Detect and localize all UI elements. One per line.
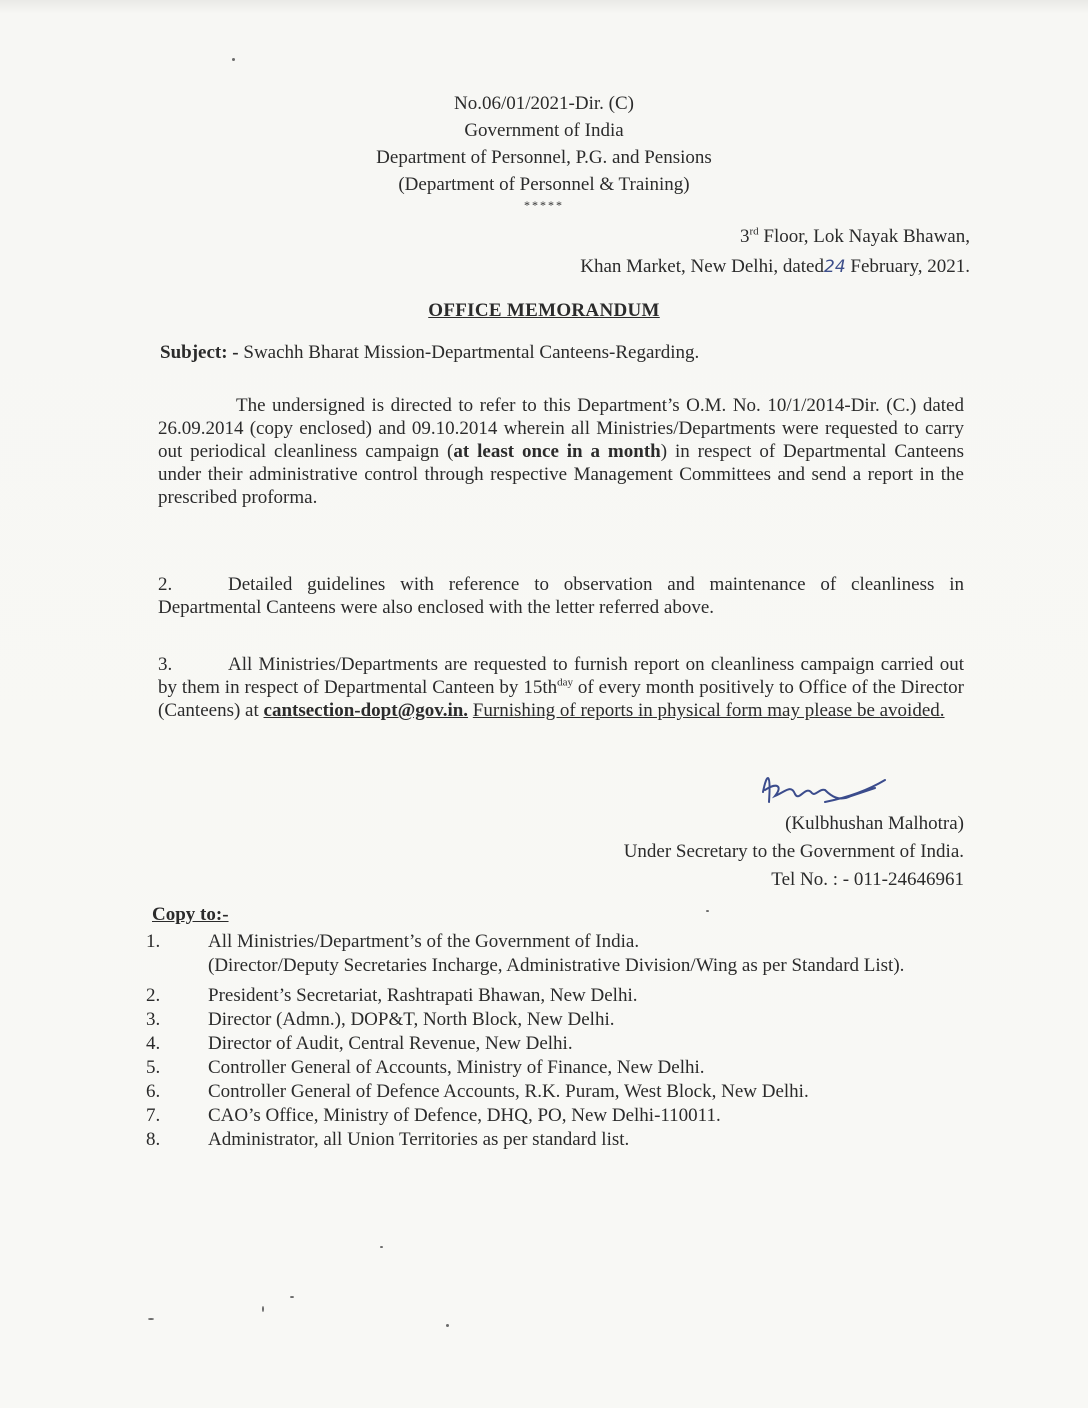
department-name: Department of Personnel, P.G. and Pensions [376, 147, 712, 168]
subject-text: Swachh Bharat Mission-Departmental Canteens-Regarding. [238, 342, 700, 363]
signature-block [624, 810, 964, 894]
subject-line [160, 342, 699, 364]
paragraph-1: The undersigned is directed to refer to this Department’s O.M. No. 10/1/2014-Dir. (C.) dated 26.09.2014 (copy enclosed) and 09.10.2014 wherein all Ministries/Departments were requested to carry out periodical cleanliness campaign (at least once in a month) in respect of Departmental Canteens under their administrative control through respective Management Committees and send a report in the prescribed proforma. [158, 395, 964, 508]
list-item: 1. All Ministries/Department’s of the Government of India. [146, 931, 640, 952]
scan-speck [232, 58, 235, 61]
list-item: 6. Controller General of Defence Accounts, R.K. Puram, West Block, New Delhi. [146, 1081, 809, 1102]
subject-label: Subject: - [160, 342, 239, 363]
sub-department-name: (Department of Personnel & Training) [398, 174, 690, 195]
copy-to-list [146, 930, 966, 1152]
list-item: 4. Director of Audit, Central Revenue, New Delhi. [146, 1033, 573, 1054]
handwritten-date: 24 [824, 257, 846, 277]
scan-speck [446, 1324, 449, 1327]
scan-speck [706, 910, 709, 912]
signatory-designation: Under Secretary to the Government of India. [623, 841, 964, 862]
letterhead [0, 90, 1088, 212]
signatory-telephone: Tel No. : - 011-24646961 [771, 869, 964, 890]
address-line-1: 3rd Floor, Lok Nayak Bhawan, [739, 225, 970, 247]
scan-speck [148, 1318, 154, 1320]
address-block [580, 222, 970, 282]
list-item: 2. President’s Secretariat, Rashtrapati Bhawan, New Delhi. [146, 985, 638, 1006]
paragraph-2: 2. Detailed guidelines with reference to observation and maintenance of cleanliness in Departmental Canteens were also enclosed with the letter referred above. [158, 574, 964, 618]
government-name: Government of India [464, 120, 624, 141]
physical-form-note: Furnishing of reports in physical form may please be avoided. [472, 700, 945, 721]
file-number: No.06/01/2021-Dir. (C) [454, 93, 634, 114]
scan-speck [380, 1246, 383, 1248]
address-line-2: Khan Market, New Delhi, dated24 February, 2021. [580, 256, 970, 277]
memorandum-title: OFFICE MEMORANDUM [428, 300, 660, 321]
scan-speck [290, 1296, 294, 1298]
paragraph-3: 3. All Ministries/Departments are requested to furnish report on cleanliness campaign carried out by them in respect of Departmental Canteen by $15th^{day}$ of every month positively to Office of the Director (Canteens) at cantsection-dopt@gov.in. Furnishing of reports in physical form may please be avoided. [158, 654, 964, 721]
signatory-name: (Kulbhushan Malhotra) [785, 813, 964, 834]
header-stars: ***** [524, 198, 564, 212]
list-item: 7. CAO’s Office, Ministry of Defence, DHQ, PO, New Delhi-110011. [146, 1105, 721, 1126]
scan-speck [262, 1306, 264, 1312]
email-link[interactable]: cantsection-dopt@gov.in. [263, 700, 469, 721]
list-item: 3. Director (Admn.), DOP&T, North Block, New Delhi. [146, 1009, 615, 1030]
list-item: 8. Administrator, all Union Territories as per standard list. [146, 1129, 630, 1150]
list-item-note: (Director/Deputy Secretaries Incharge, Administrative Division/Wing as per Standard List). [208, 955, 905, 976]
list-item: 5. Controller General of Accounts, Ministry of Finance, New Delhi. [146, 1057, 705, 1078]
copy-to-title: Copy to:- [152, 904, 229, 925]
